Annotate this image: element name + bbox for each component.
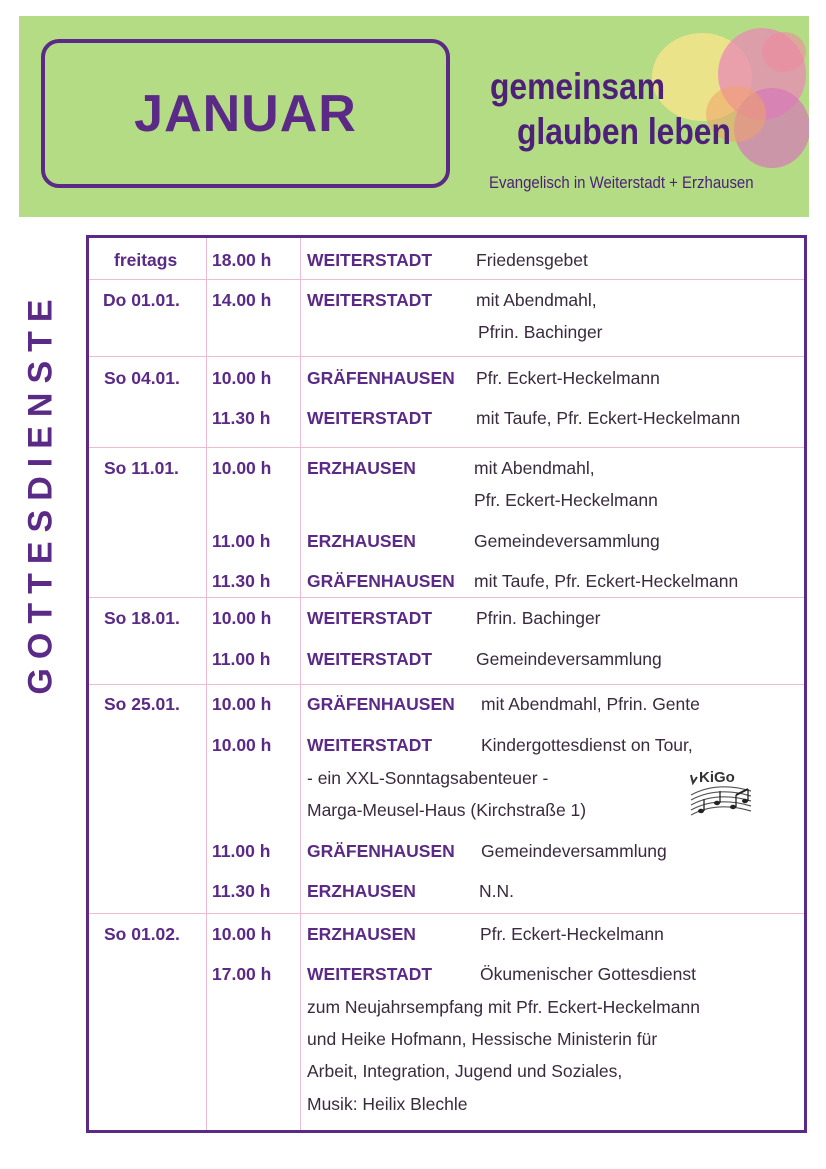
service-time: 11.00 h [212, 841, 271, 861]
service-place: ERZHAUSEN [307, 458, 416, 478]
service-detail: Arbeit, Integration, Jugend und Soziales, [307, 1061, 623, 1081]
service-place: WEITERSTADT [307, 649, 433, 669]
service-time: 17.00 h [212, 964, 272, 984]
side-title-wrapper [20, 282, 62, 702]
service-detail: Friedensgebet [476, 250, 588, 270]
row-divider [89, 279, 804, 280]
service-time: 11.00 h [212, 649, 271, 669]
service-detail: Gemeindeversammlung [474, 531, 660, 551]
service-date: So 25.01. [104, 694, 180, 714]
service-place: WEITERSTADT [307, 250, 433, 270]
service-detail: Pfr. Eckert-Heckelmann [474, 490, 658, 510]
service-detail: Kindergottesdienst on Tour, [481, 735, 693, 755]
service-detail: Pfrin. Bachinger [476, 608, 601, 628]
service-detail: und Heike Hofmann, Hessische Ministerin für [307, 1029, 658, 1049]
service-time: 11.30 h [212, 881, 271, 901]
service-detail: mit Taufe, Pfr. Eckert-Heckelmann [476, 408, 741, 428]
service-time: 10.00 h [212, 368, 272, 388]
service-place: WEITERSTADT [307, 290, 433, 310]
service-time: 10.00 h [212, 694, 272, 714]
service-time: 10.00 h [212, 924, 272, 944]
service-detail: Pfr. Eckert-Heckelmann [476, 368, 660, 388]
service-detail: Gemeindeversammlung [481, 841, 667, 861]
service-place: WEITERSTADT [307, 964, 433, 984]
service-date: So 11.01. [104, 458, 179, 478]
service-time: 10.00 h [212, 735, 272, 755]
service-detail: - ein XXL-Sonntagsabenteuer - [307, 768, 549, 788]
service-date: So 04.01. [104, 368, 180, 388]
row-divider [89, 356, 804, 357]
service-time: 10.00 h [212, 458, 272, 478]
service-detail: mit Abendmahl, [474, 458, 595, 478]
service-detail: mit Abendmahl, Pfrin. Gente [481, 694, 700, 714]
service-detail: Marga-Meusel-Haus (Kirchstraße 1) [307, 800, 587, 820]
service-time: 14.00 h [212, 290, 272, 310]
service-detail: N.N. [479, 881, 514, 901]
service-time: 11.30 h [212, 571, 271, 591]
service-detail: zum Neujahrsempfang mit Pfr. Eckert-Heckelmann [307, 997, 700, 1017]
service-time: 18.00 h [212, 250, 272, 270]
service-schedule-table [86, 235, 807, 1133]
service-date: So 18.01. [104, 608, 180, 628]
logo-text-line1: gemeinsam [490, 66, 666, 107]
header-banner [19, 16, 809, 217]
service-place: GRÄFENHAUSEN [307, 571, 455, 591]
service-place: GRÄFENHAUSEN [307, 368, 455, 388]
row-divider [89, 913, 804, 914]
service-date: Do 01.01. [103, 290, 180, 310]
service-time: 11.30 h [212, 408, 271, 428]
service-detail: Gemeindeversammlung [476, 649, 662, 669]
side-title: GOTTESDIENSTE [21, 289, 60, 695]
service-detail: Musik: Heilix Blechle [307, 1094, 468, 1114]
row-divider [89, 447, 804, 448]
service-place: ERZHAUSEN [307, 531, 416, 551]
month-title: JANUAR [134, 84, 357, 143]
service-place: ERZHAUSEN [307, 881, 416, 901]
service-detail: Pfrin. Bachinger [478, 322, 603, 342]
service-place: WEITERSTADT [307, 608, 433, 628]
row-divider [89, 684, 804, 685]
month-box [41, 39, 450, 188]
service-place: ERZHAUSEN [307, 924, 416, 944]
service-time: 11.00 h [212, 531, 271, 551]
service-detail: Ökumenischer Gottesdienst [480, 964, 696, 984]
service-place: WEITERSTADT [307, 408, 433, 428]
service-place: WEITERSTADT [307, 735, 433, 755]
service-place: GRÄFENHAUSEN [307, 841, 455, 861]
service-date: So 01.02. [104, 924, 180, 944]
service-detail: Pfr. Eckert-Heckelmann [480, 924, 664, 944]
service-detail: mit Taufe, Pfr. Eckert-Heckelmann [474, 571, 739, 591]
kigo-text: KiGo [699, 769, 735, 786]
service-detail: mit Abendmahl, [476, 290, 597, 310]
service-date: freitags [114, 250, 178, 270]
row-divider [89, 597, 804, 598]
service-time: 10.00 h [212, 608, 272, 628]
logo-subtitle: Evangelisch in Weiterstadt + Erzhausen [489, 173, 754, 192]
service-place: GRÄFENHAUSEN [307, 694, 455, 714]
kigo-music-notes-icon [687, 761, 755, 827]
logo-text-line2: glauben leben [517, 111, 731, 152]
